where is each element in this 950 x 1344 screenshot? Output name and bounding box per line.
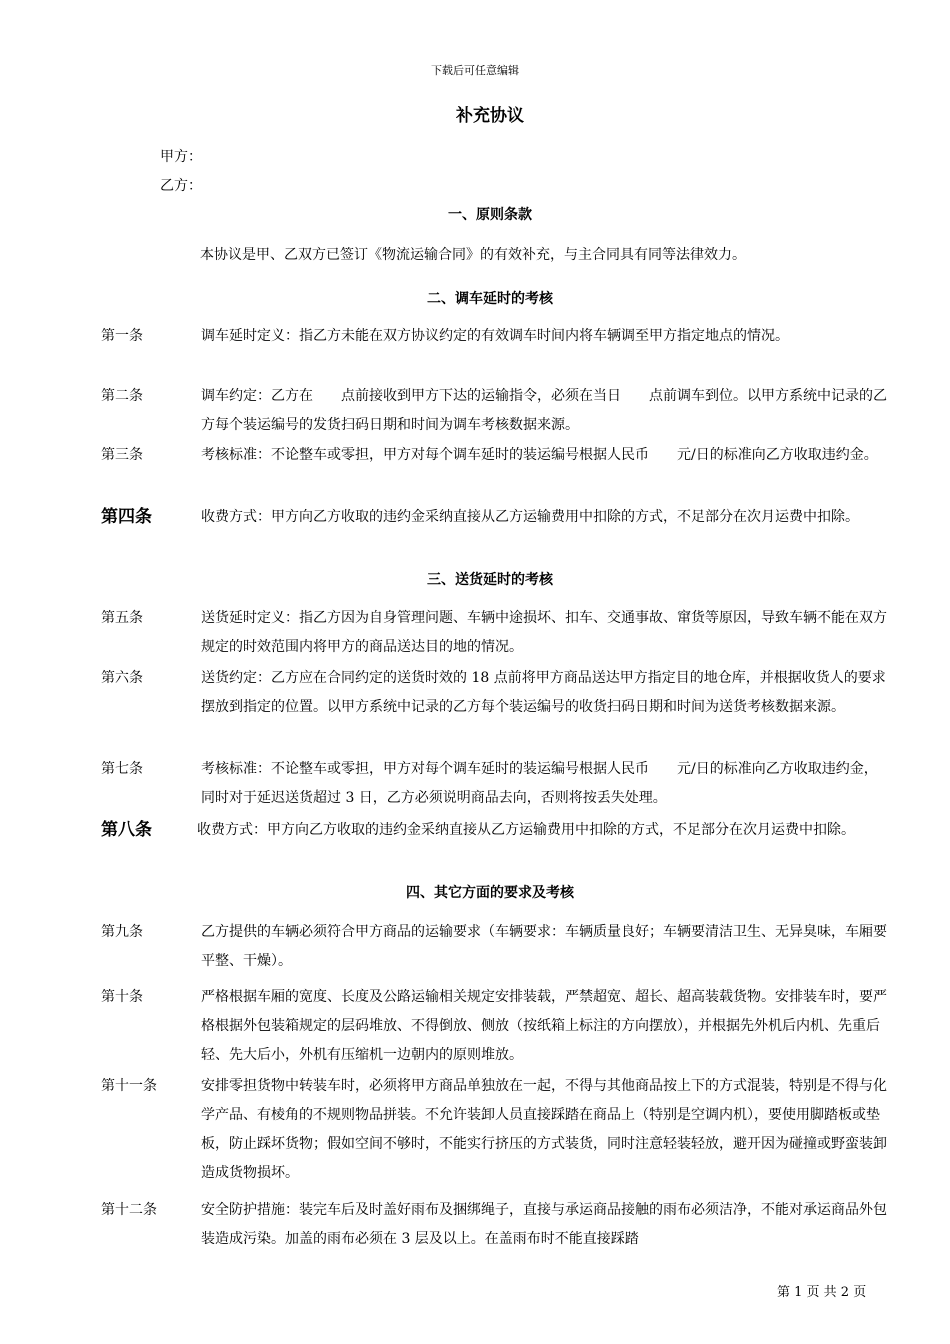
section-heading-3: 三、送货延时的考核 (427, 572, 553, 588)
article-11 (101, 1072, 891, 1188)
article-text: 调车约定：乙方在 点前接收到甲方下达的运输指令，必须在当日 点前调车到位。以甲方系统中记录的乙方每个装运编号的发货扫码日期和时间为调车考核数据来源。 (201, 388, 887, 433)
article-number: 第十二条 (101, 1202, 157, 1218)
party-b-label: 乙方： (160, 178, 202, 194)
section-heading-4: 四、其它方面的要求及考核 (406, 885, 574, 901)
article-text: 严格根据车厢的宽度、长度及公路运输相关规定安排装载，严禁超宽、超长、超高装载货物。安排装车时，要严格根据外包装箱规定的层码堆放、不得倒放、侧放（按纸箱上标注的方向摆放），并根据先外机后内机、先重后轻、先大后小，外机有压缩机一边朝内的原则堆放。 (201, 989, 887, 1063)
article-2 (101, 382, 891, 440)
article-4 (101, 503, 891, 532)
article-text: 收费方式：甲方向乙方收取的违约金采纳直接从乙方运输费用中扣除的方式，不足部分在次月运费中扣除。 (197, 822, 855, 838)
article-number: 第十条 (101, 989, 143, 1005)
article-12 (101, 1196, 891, 1254)
article-text: 送货约定：乙方应在合同约定的送货时效的 18 点前将甲方商品送达甲方指定目的地仓库，并根据收货人的要求摆放到指定的位置。以甲方系统中记录的乙方每个装运编号的收货扫码日期和时间为送货考核数据来源。 (201, 670, 886, 715)
article-text: 调车延时定义：指乙方未能在双方协议约定的有效调车时间内将车辆调至甲方指定地点的情况。 (201, 328, 789, 344)
article-9 (101, 918, 891, 976)
article-text: 送货延时定义：指乙方因为自身管理问题、车辆中途损坏、扣车、交通事故、窜货等原因，导致车辆不能在双方规定的时效范围内将甲方的商品送达目的地的情况。 (201, 610, 887, 655)
article-number: 第一条 (101, 328, 143, 344)
article-number: 第八条 (101, 820, 152, 840)
article-5 (101, 604, 891, 662)
party-a-label: 甲方： (160, 149, 202, 165)
header-note: 下载后可任意编辑 (431, 64, 519, 77)
article-7 (101, 755, 891, 813)
article-text: 乙方提供的车辆必须符合甲方商品的运输要求（车辆要求：车辆质量良好；车辆要清洁卫生、无异臭味，车厢要平整、干燥）。 (201, 924, 887, 969)
article-number: 第七条 (101, 761, 143, 777)
article-10 (101, 983, 891, 1070)
article-text: 安排零担货物中转装车时，必须将甲方商品单独放在一起，不得与其他商品按上下的方式混装，特别是不得与化学产品、有棱角的不规则物品拼装。不允许装卸人员直接踩踏在商品上（特别是空调内机），要使用脚踏板或垫板，防止踩坏货物；假如空间不够时，不能实行挤压的方式装货，同时注意轻装轻放，避开因为碰撞或野蛮装卸造成货物损坏。 (201, 1078, 887, 1181)
section-heading-2: 二、调车延时的考核 (427, 291, 553, 307)
article-number: 第四条 (101, 507, 152, 527)
article-8 (101, 816, 891, 845)
article-number: 第三条 (101, 447, 143, 463)
article-text: 安全防护措施：装完车后及时盖好雨布及捆绑绳子，直接与承运商品接触的雨布必须洁净，不能对承运商品外包装造成污染。加盖的雨布必须在 3 层及以上。在盖雨布时不能直接踩踏 (201, 1202, 887, 1247)
article-text: 考核标准：不论整车或零担，甲方对每个调车延时的装运编号根据人民币 元/日的标准向乙方收取违约金。 (201, 447, 878, 463)
article-6 (101, 664, 891, 722)
article-3 (101, 441, 891, 470)
article-1 (101, 322, 891, 351)
article-number: 第九条 (101, 924, 143, 940)
principle-paragraph: 本协议是甲、乙双方已签订《物流运输合同》的有效补充，与主合同具有同等法律效力。 (200, 247, 746, 263)
document-title: 补充协议 (456, 106, 524, 126)
article-number: 第二条 (101, 388, 143, 404)
article-text: 收费方式：甲方向乙方收取的违约金采纳直接从乙方运输费用中扣除的方式，不足部分在次月运费中扣除。 (201, 509, 859, 525)
article-number: 第十一条 (101, 1078, 157, 1094)
article-number: 第六条 (101, 670, 143, 686)
section-heading-1: 一、原则条款 (448, 207, 532, 223)
page-number: 第 1 页 共 2 页 (777, 1285, 867, 1300)
article-number: 第五条 (101, 610, 143, 626)
article-text: 考核标准：不论整车或零担，甲方对每个调车延时的装运编号根据人民币 元/日的标准向乙方收取违约金，同时对于延迟送货超过 3 日，乙方必须说明商品去向，否则将按丢失处理。 (201, 761, 878, 806)
